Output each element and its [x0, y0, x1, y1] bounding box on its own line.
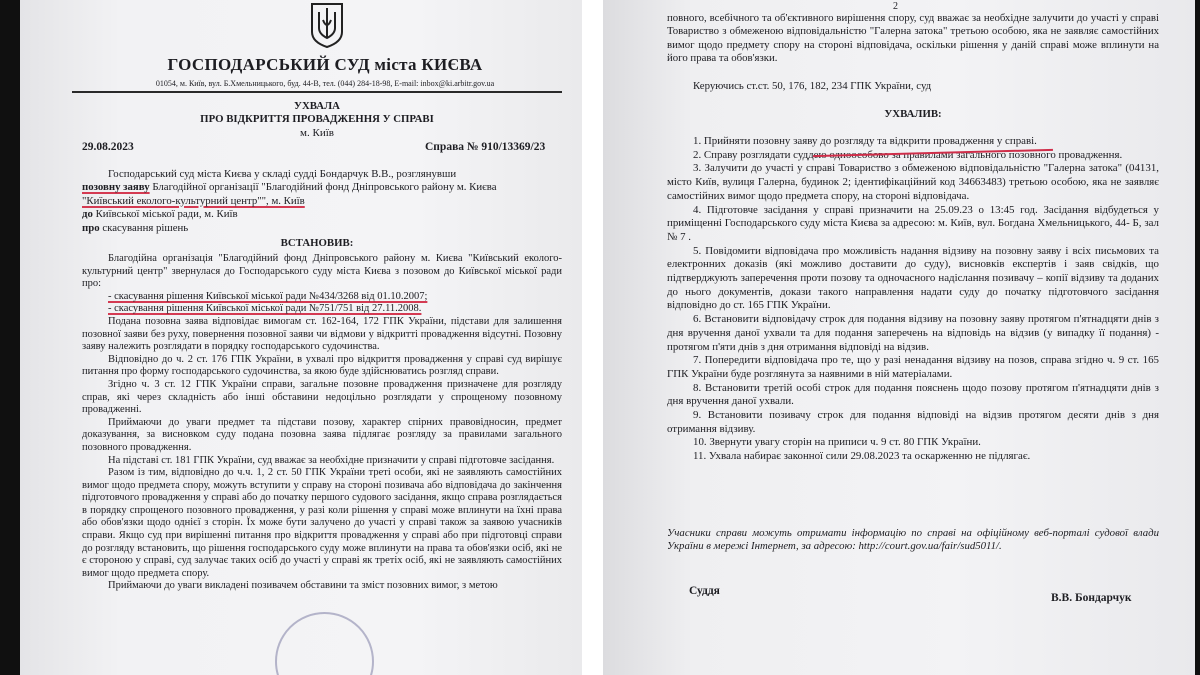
judge-label: Суддя	[689, 585, 720, 597]
ruling-item-3: 3. Залучити до участі у справі Товариство з обмеженою відповідальністю "Галерна затока" (04131, місто Київ, вулиця Галерна, будинок 2; ідентифікаційний код 34663483) третьою особою, яка не заявляє самостійних вимог щодо предмета спору, на стороні відповідача.	[667, 162, 1159, 202]
established-body	[82, 253, 562, 593]
doc-heading	[72, 100, 562, 140]
claim-label: позовну заяву	[82, 181, 150, 194]
ruling-item-9: 9. Встановити позивачу строк для подання відповіді на відзив протягом десяти днів з дня отримання відзиву.	[667, 409, 1159, 435]
judge-name: В.В. Бондарчук	[1051, 592, 1132, 604]
paragraph-4: Згідно ч. 3 ст. 12 ГПК України справи, загальне позовне провадження призначене для розгляду справ, які через складність або інші обставини недоцільно розглядати у спрощеному позовному провадженні.	[82, 378, 562, 416]
intro-line-2	[82, 181, 562, 194]
subject: скасування рішень	[102, 221, 189, 234]
intro-block	[82, 168, 562, 235]
court-name: ГОСПОДАРСЬКИЙ СУД міста КИЄВА	[167, 55, 483, 74]
claim-item-1: - скасування рішення Київської міської ради №434/3268 від 01.10.2007;	[108, 290, 428, 302]
doc-city: м. Київ	[300, 126, 334, 139]
top-paragraph: повного, всебічного та об'єктивного вирішення спору, суд вважає за необхідне залучити до участі у справі Товариство з обмеженою відповідальністю "Галерна затока" третьою особою, яка не заявляє самостійних вимог щодо предмету спору на стороні відповідача, оскільки рішення у даній справі може вплинути на його права та обов'язки.	[667, 12, 1159, 65]
doc-date: 29.08.2023	[82, 141, 134, 153]
ruling-item-1: 1. Прийняти позовну заяву до розгляду та відкрити провадження у справі.	[693, 135, 1037, 147]
paragraph-1: Благодійна організація "Благодійний фонд Дніпровського району м. Києва "Київський еколого-культурний центр" звернулася до Господарського суду міста Києва з позовом до Київської міської ради про:	[82, 253, 562, 290]
defendant: Київської міської ради, м. Київ	[95, 208, 238, 221]
page-number: 2	[893, 1, 898, 12]
guided-line: Керуючись ст.ст. 50, 176, 182, 234 ГПК України, суд	[693, 80, 932, 92]
ruling-item-5: 5. Повідомити відповідача про можливість надання відзиву на позовну заяву і всіх письмових та електронних доказів (які можливо доставити до суду), висновків експертів і заяв свідків, що підтверджують заперечення проти позову та одночасного надіслання позивачу – копії відзиву та доданих до нього документів, докази такого направлення надати суду до початку підготовчого засідання відповідно до ст. 165 ГПК України.	[667, 244, 1159, 312]
paragraph-8: Приймаючи до уваги викладені позивачем обставини та зміст позовних вимог, з метою	[108, 580, 498, 592]
trident-emblem-icon	[310, 2, 344, 48]
page-gap	[582, 0, 603, 675]
ruling-item-6: 6. Встановити відповідачу строк для подання відзиву на позовну заяву протягом п'ятнадцяти днів з дня вручення даної ухвали та для подання заперечень на відповідь на відзив (у випадку її подання) - протягом п'яти днів з дня отримання відповіді на відзив.	[667, 313, 1159, 353]
established-heading: ВСТАНОВИВ:	[280, 237, 354, 249]
defendant-label: до	[82, 208, 93, 221]
claimant: Благодійної організації "Благодійний фонд Дніпровського району м. Києва	[152, 181, 497, 194]
ruled-heading: УХВАЛИВ:	[884, 108, 942, 120]
ruling-item-8: 8. Встановити третій особі строк для подання пояснень щодо позову протягом п'ятнадцяти днів з дня вручення даної ухвали.	[667, 381, 1159, 408]
paragraph-7: Разом із тим, відповідно до ч.ч. 1, 2 ст. 50 ГПК України треті особи, які не заявляють самостійних вимог щодо предмета спору, можуть вступити у справу на стороні позивача або відповідача до закінчення підготовчого провадження у справі або до початку першого судового засідання, якщо справа розглядається в порядку спрощеного позовного провадження, у разі коли рішення у справі може вплинути на їхні права або обов'язки щодо однієї з сторін. Їх може бути залучено до участі у справі також за заявою учасників справи. Якщо суд при вирішенні питання про відкриття провадження у справі або при підготовці справи до розгляду встановить, що рішення господарського суду може вплинути на права та обов'язки осіб, які не є стороною у справі, суд залучає таких осіб до участі у справі як третіх осіб, які не заявляють самостійних вимог щодо предмета спору.	[82, 467, 562, 579]
paragraph-5: Приймаючи до уваги предмет та підстави позову, характер спірних правовідносин, предмет доказування, за висновком суду подана позовна заява підлягає розгляду за правилами загального позовного провадження.	[82, 416, 562, 453]
paragraph-2: Подана позовна заява відповідає вимогам ст. 162-164, 172 ГПК України, підстави для залишення позовної заяви без руху, повернення позовної заяви чи відмови у відкритті провадження відсутні. Позовну заяву належить розглядати в порядку господарського судочинства.	[82, 315, 562, 353]
claimant-name-cont: "Київський еколого-культурний центр"", м. Київ	[82, 194, 305, 207]
court-address: 01054, м. Київ, вул. Б.Хмельницького, буд. 44-В, тел. (044) 284-18-98, E-mail: inbox@ki.arbitr.gov.ua	[155, 79, 495, 88]
ruling-item-2: 2. Справу розглядати суддею одноособово за правилами загального позовного провадження.	[693, 148, 1123, 161]
ruling-item-4: 4. Підготовче засідання у справі призначити на 25.09.23 о 13:45 год. Засідання відбудеться у приміщенні Господарського суду міста Києва за адресою: м. Київ, вул. Богдана Хмельницького, 44- Б, зал № 7 .	[667, 203, 1159, 243]
claim-item-2: - скасування рішення Київської міської ради №751/751 від 27.11.2008.	[108, 303, 422, 315]
subject-label: про	[82, 221, 100, 234]
paragraph-6: На підставі ст. 181 ГПК України, суд вважає за необхідне призначити у справі підготовче засідання.	[108, 454, 555, 466]
intro-line-1: Господарський суд міста Києва у складі судді Бондарчук В.В., розглянувши	[108, 168, 457, 180]
header-divider	[72, 91, 562, 93]
document-page-1	[20, 0, 582, 675]
paragraph-3: Відповідно до ч. 2 ст. 176 ГПК України, в ухвалі про відкриття провадження у справі суд вирішує питання про форму господарського судочинства, за якою буде здійснюватись розгляд справи.	[82, 353, 562, 378]
case-number: Справа № 910/13369/23	[425, 141, 546, 153]
doc-subject: ПРО ВІДКРИТТЯ ПРОВАДЖЕННЯ У СПРАВІ	[200, 113, 434, 126]
ruling-item-10: 10. Звернути увагу сторін на приписи ч. 9 ст. 80 ГПК України.	[693, 436, 981, 449]
ruling-item-7: 7. Попередити відповідача про те, що у разі ненадання відзиву на позов, справа згідно ч. 9 ст. 165 ГПК України буде розглянута за наявними в ній матеріалами.	[667, 354, 1159, 380]
ruling-item-11: 11. Ухвала набирає законної сили 29.08.2023 та оскарженню не підлягає.	[693, 450, 1031, 463]
document-page-2	[603, 0, 1195, 675]
ruling-items	[667, 135, 1159, 464]
notice-text: Учасники справи можуть отримати інформацію по справі на офіційному веб-порталі судової влади України в мережі Інтернет, за адресою: http://court.gov.ua/fair/sud5011/.	[667, 527, 1159, 553]
doc-type: УХВАЛА	[294, 100, 340, 112]
court-stamp-icon	[275, 612, 374, 675]
